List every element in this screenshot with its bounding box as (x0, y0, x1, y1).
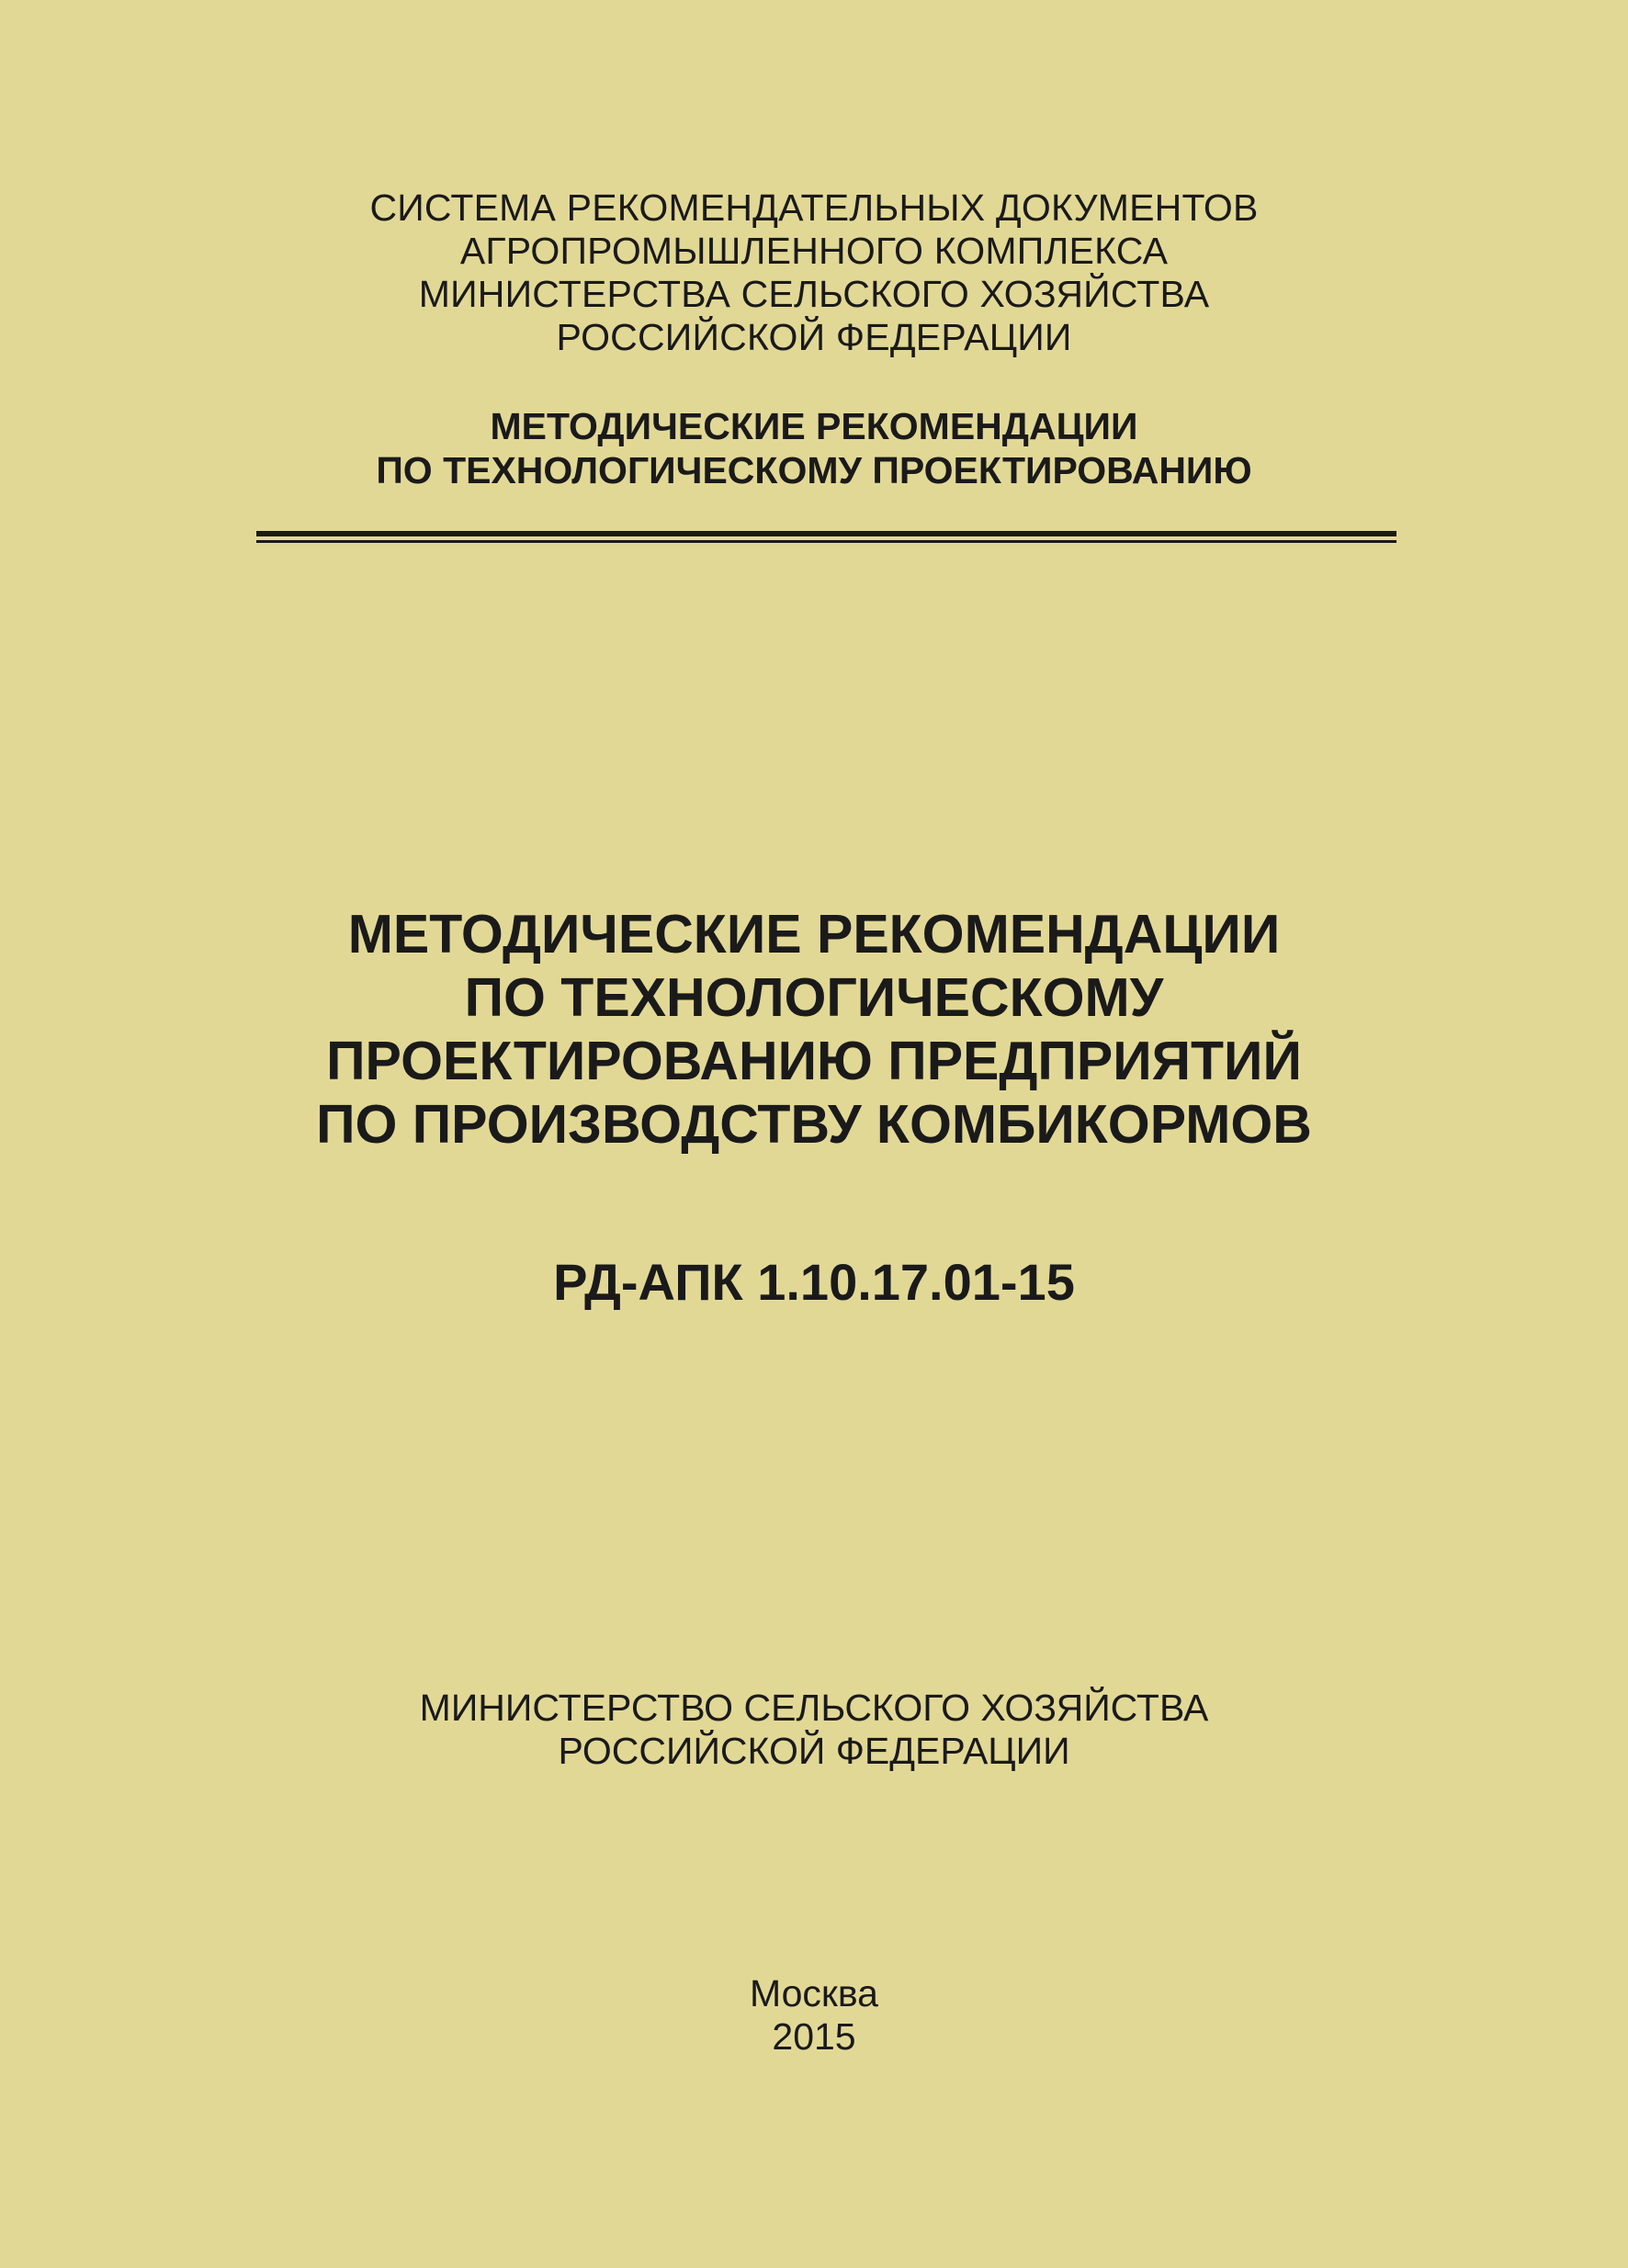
document-title (0, 903, 1628, 1157)
series-line-2: АГРОПРОМЫШЛЕННОГО КОМПЛЕКСА (459, 230, 1169, 272)
series-subtitle (0, 404, 1628, 492)
imprint-place: Москва (750, 1972, 878, 2014)
title-line-2: ПО ТЕХНОЛОГИЧЕСКОМУ (464, 967, 1164, 1028)
divider-thick (256, 531, 1396, 536)
series-line-4: РОССИЙСКОЙ ФЕДЕРАЦИИ (556, 316, 1072, 358)
subtitle-line-1: МЕТОДИЧЕСКИЕ РЕКОМЕНДАЦИИ (490, 405, 1138, 447)
title-line-4: ПО ПРОИЗВОДСТВУ КОМБИКОРМОВ (316, 1094, 1312, 1155)
publisher (0, 1687, 1628, 1773)
series-line-1: СИСТЕМА РЕКОМЕНДАТЕЛЬНЫХ ДОКУМЕНТОВ (369, 186, 1259, 229)
imprint (0, 1972, 1628, 2059)
series-header (0, 186, 1628, 359)
imprint-year: 2015 (772, 2015, 856, 2058)
publisher-line-2: РОССИЙСКОЙ ФЕДЕРАЦИИ (558, 1730, 1070, 1772)
subtitle-line-2: ПО ТЕХНОЛОГИЧЕСКОМУ ПРОЕКТИРОВАНИЮ (376, 449, 1252, 491)
series-line-3: МИНИСТЕРСТВА СЕЛЬСКОГО ХОЗЯЙСТВА (418, 273, 1210, 315)
publisher-line-1: МИНИСТЕРСТВО СЕЛЬСКОГО ХОЗЯЙСТВА (419, 1687, 1209, 1729)
title-line-3: ПРОЕКТИРОВАНИЮ ПРЕДПРИЯТИЙ (326, 1031, 1302, 1091)
title-line-1: МЕТОДИЧЕСКИЕ РЕКОМЕНДАЦИИ (347, 904, 1281, 965)
divider-thin (256, 540, 1396, 543)
document-code: РД-АПК 1.10.17.01-15 (553, 1253, 1075, 1311)
